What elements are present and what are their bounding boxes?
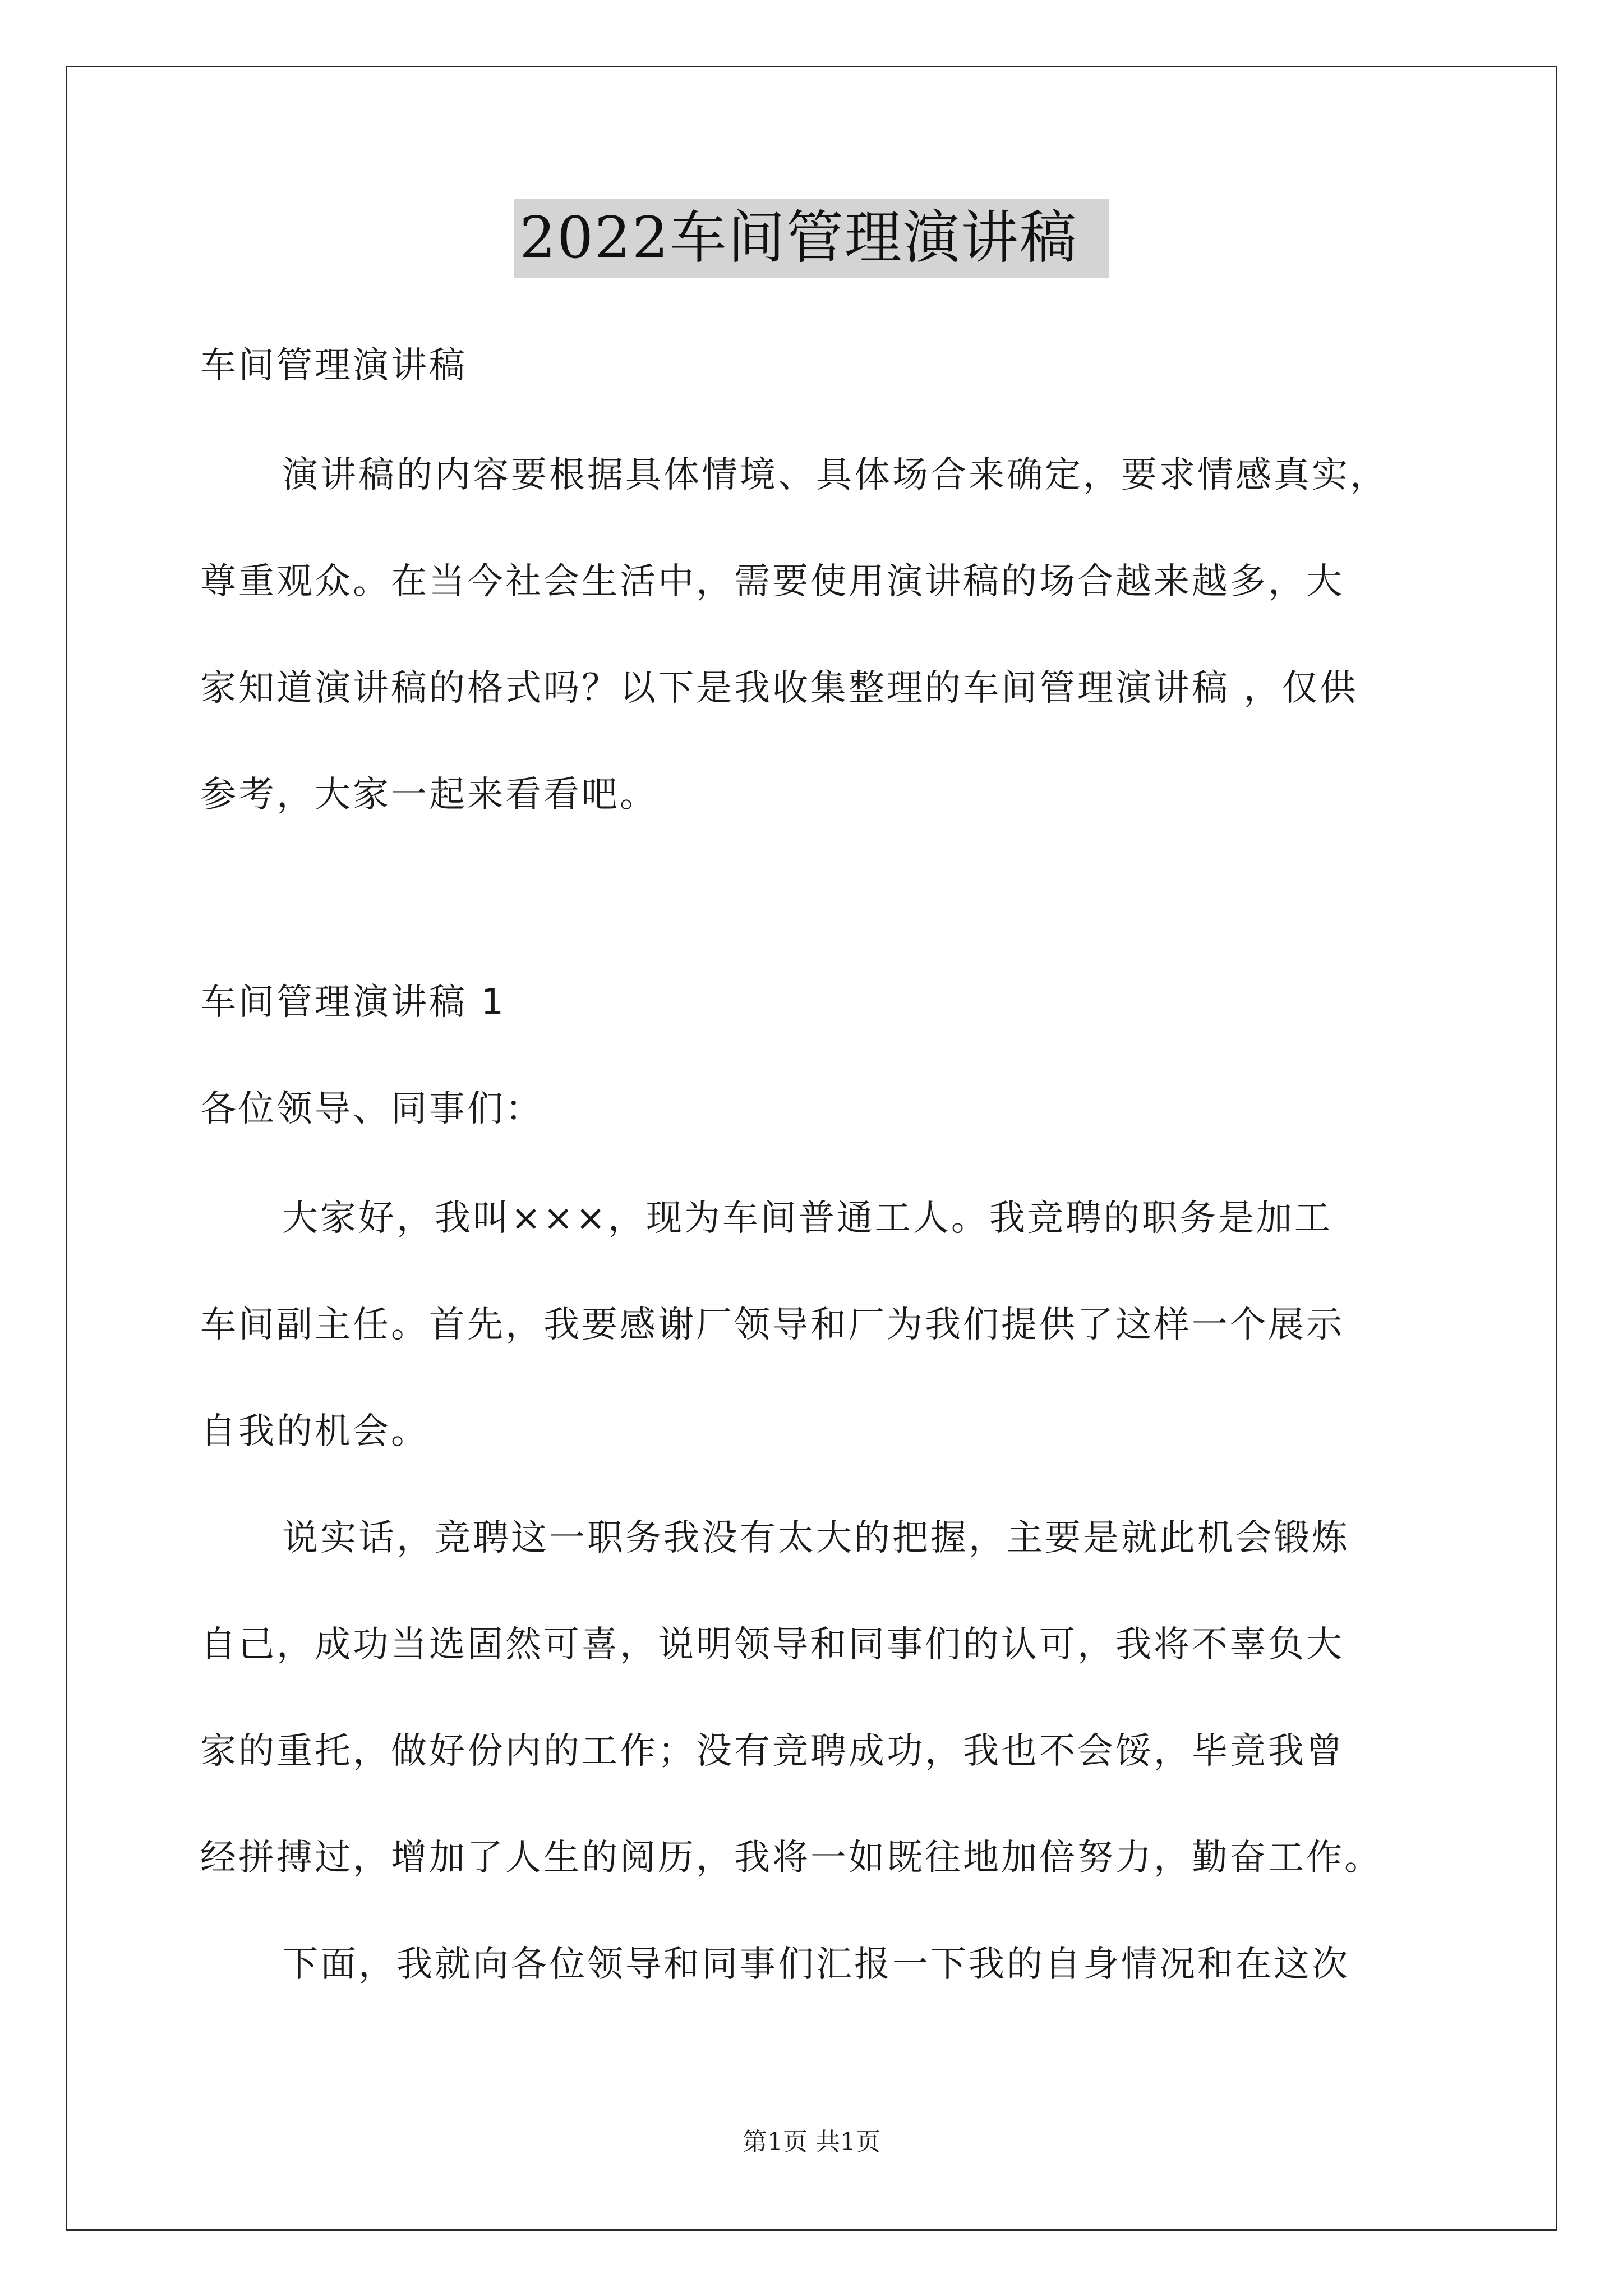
salutation: 各位领导、同事们： — [200, 1088, 543, 1130]
title-container — [0, 199, 1623, 278]
body-line: 演讲稿的内容要根据具体情境、具体场合来确定，要求情感真实， — [282, 454, 1388, 496]
body-line: 尊重观众。在当今社会生活中，需要使用演讲稿的场合越来越多，大 — [200, 561, 1344, 602]
body-line: 家的重托，做好份内的工作；没有竞聘成功，我也不会馁，毕竟我曾 — [200, 1731, 1344, 1772]
body-line: 自己，成功当选固然可喜，说明领导和同事们的认可，我将不辜负大 — [200, 1624, 1344, 1665]
section-heading: 车间管理演讲稿 1 — [200, 982, 506, 1023]
body-line: 经拼搏过，增加了人生的阅历，我将一如既往地加倍努力，勤奋工作。 — [200, 1837, 1382, 1879]
page-border — [66, 66, 1557, 2231]
document-title: 2022车间管理演讲稿 — [514, 199, 1109, 278]
body-line: 家知道演讲稿的格式吗？以下是我收集整理的车间管理演讲稿 ，仅供 — [200, 668, 1358, 709]
body-line: 参考，大家一起来看看吧。 — [200, 774, 658, 816]
body-line: 自我的机会。 — [200, 1411, 429, 1452]
body-line: 下面，我就向各位领导和同事们汇报一下我的自身情况和在这次 — [282, 1944, 1350, 1985]
body-line: 大家好，我叫×××，现为车间普通工人。我竞聘的职务是加工 — [282, 1198, 1332, 1239]
body-line-heading: 车间管理演讲稿 — [200, 345, 467, 386]
page-footer: 第1页 共1页 — [743, 2128, 880, 2156]
body-line: 说实话，竞聘这一职务我没有太大的把握，主要是就此机会锻炼 — [282, 1517, 1350, 1559]
body-line: 车间副主任。首先，我要感谢厂领导和厂为我们提供了这样一个展示 — [200, 1304, 1344, 1346]
